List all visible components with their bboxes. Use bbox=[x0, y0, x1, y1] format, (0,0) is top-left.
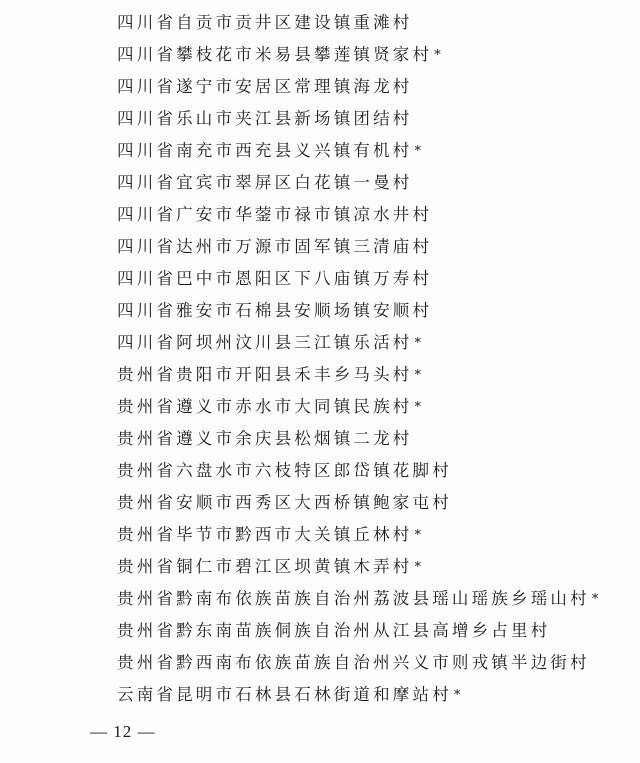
village-name: 贵州省铜仁市碧江区坝黄镇木弄村 bbox=[117, 557, 413, 576]
asterisk-mark: * bbox=[453, 688, 461, 703]
village-list-item bbox=[117, 519, 598, 551]
village-list-item bbox=[117, 679, 598, 711]
village-name: 四川省巴中市恩阳区下八庙镇万寿村 bbox=[117, 269, 433, 288]
village-name: 四川省南充市西充县义兴镇有机村 bbox=[117, 141, 413, 160]
asterisk-mark: * bbox=[414, 528, 421, 543]
village-name: 四川省阿坝州汶川县三江镇乐活村 bbox=[117, 333, 413, 352]
asterisk-mark: * bbox=[434, 48, 441, 63]
village-name: 四川省达州市万源市固军镇三清庙村 bbox=[117, 237, 433, 256]
asterisk-mark: * bbox=[414, 336, 421, 351]
village-list-item bbox=[117, 135, 598, 167]
village-list-item bbox=[117, 551, 598, 583]
village-list bbox=[117, 7, 598, 711]
village-name: 贵州省遵义市赤水市大同镇民族村 bbox=[117, 397, 413, 416]
asterisk-mark: * bbox=[591, 592, 599, 607]
village-name: 四川省乐山市夹江县新场镇团结村 bbox=[117, 109, 413, 128]
village-list-item bbox=[117, 455, 598, 487]
village-name: 四川省攀枝花市米易县攀莲镇贤家村 bbox=[117, 45, 433, 64]
village-list-item bbox=[117, 167, 598, 199]
village-name: 四川省宜宾市翠屏区白花镇一曼村 bbox=[117, 173, 413, 192]
village-name: 贵州省黔西南布依族苗族自治州兴义市则戎镇半边街村 bbox=[117, 653, 590, 672]
village-list-item bbox=[117, 583, 598, 615]
village-list-item bbox=[117, 199, 598, 231]
village-list-item bbox=[117, 359, 598, 391]
village-name: 贵州省六盘水市六枝特区郎岱镇花脚村 bbox=[117, 461, 452, 480]
village-list-item bbox=[117, 263, 598, 295]
village-name: 贵州省毕节市黔西市大关镇丘林村 bbox=[117, 525, 413, 544]
village-list-item bbox=[117, 423, 598, 455]
village-name: 四川省自贡市贡井区建设镇重滩村 bbox=[117, 13, 413, 32]
village-list-item bbox=[117, 231, 598, 263]
asterisk-mark: * bbox=[414, 144, 421, 159]
village-list-item bbox=[117, 7, 598, 39]
village-name: 贵州省贵阳市开阳县禾丰乡马头村 bbox=[117, 365, 413, 384]
village-list-item bbox=[117, 103, 598, 135]
village-name: 贵州省黔东南苗族侗族自治州从江县高增乡占里村 bbox=[117, 621, 551, 640]
village-name: 四川省雅安市石棉县安顺场镇安顺村 bbox=[117, 301, 433, 320]
village-list-item bbox=[117, 39, 598, 71]
village-name: 贵州省黔南布依族苗族自治州荔波县瑶山瑶族乡瑶山村 bbox=[117, 589, 590, 608]
village-list-item bbox=[117, 327, 598, 359]
asterisk-mark: * bbox=[414, 560, 421, 575]
asterisk-mark: * bbox=[414, 400, 421, 415]
village-list-item bbox=[117, 487, 598, 519]
village-list-item bbox=[117, 295, 598, 327]
asterisk-mark: * bbox=[414, 368, 421, 383]
village-name: 贵州省安顺市西秀区大西桥镇鲍家屯村 bbox=[117, 493, 452, 512]
village-list-item bbox=[117, 391, 598, 423]
page-number: — 12 — bbox=[90, 722, 156, 741]
village-name: 云南省昆明市石林县石林街道和摩站村 bbox=[117, 685, 452, 704]
village-list-item bbox=[117, 615, 598, 647]
village-name: 四川省广安市华蓥市禄市镇凉水井村 bbox=[117, 205, 433, 224]
village-name: 四川省遂宁市安居区常理镇海龙村 bbox=[117, 77, 413, 96]
village-list-item bbox=[117, 647, 598, 679]
village-name: 贵州省遵义市余庆县松烟镇二龙村 bbox=[117, 429, 413, 448]
village-list-item bbox=[117, 71, 598, 103]
